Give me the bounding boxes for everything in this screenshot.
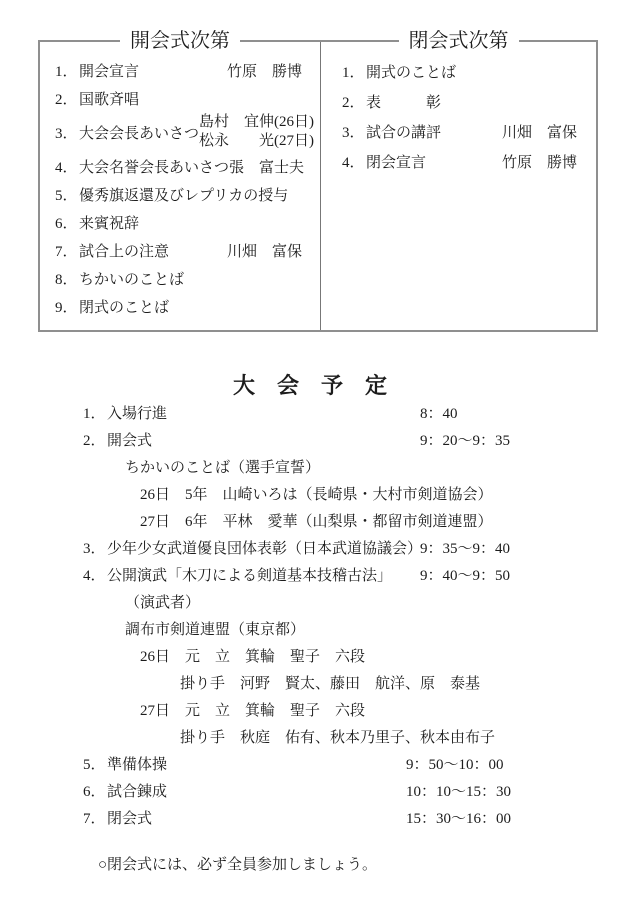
item-time: 9：40～9：50	[420, 568, 511, 584]
opening-ceremony-list	[55, 56, 315, 320]
item-number: 4．	[342, 154, 365, 171]
item-time: 9：35～9：40	[420, 541, 511, 557]
schedule-item-label	[83, 537, 423, 558]
item-number: 3．	[55, 125, 78, 142]
item-number: 7．	[55, 243, 78, 260]
item-label: 来賓祝辞	[79, 215, 140, 232]
program-item	[55, 264, 302, 292]
program-item	[342, 56, 577, 86]
schedule-item	[83, 561, 563, 588]
item-time: 10：10～15：30	[406, 784, 512, 800]
item-number: 1．	[342, 64, 365, 81]
schedule-item-label	[83, 753, 420, 774]
schedule-subitem: 調布市剣道連盟（東京都）	[125, 622, 306, 638]
program-item	[55, 208, 302, 236]
program-item	[342, 86, 577, 116]
program-item	[342, 116, 577, 146]
item-number: 6．	[83, 784, 106, 800]
program-item	[55, 180, 302, 208]
program-item	[55, 292, 302, 320]
program-item	[55, 152, 305, 180]
item-label: 表 彰	[366, 94, 442, 111]
item-number: 4．	[83, 568, 106, 584]
schedule-item	[83, 426, 563, 453]
item-number: 5．	[83, 757, 106, 773]
schedule-subitem: ちかいのことば（選手宣誓）	[125, 460, 321, 476]
item-number: 2．	[55, 91, 78, 108]
item-time: 15：30～16：00	[406, 811, 512, 827]
item-label: 大会名誉会長あいさつ	[79, 159, 230, 176]
item-number: 4．	[55, 159, 78, 176]
schedule-item-label	[83, 807, 420, 828]
item-label: 大会会長あいさつ	[79, 125, 200, 142]
schedule-subitem: 27日 元 立 箕輪 聖子 六段	[140, 703, 366, 719]
schedule-item-label	[83, 429, 420, 450]
closing-ceremony-title: 閉会式次第	[399, 28, 519, 54]
item-label: 閉会宣言	[366, 154, 427, 171]
item-label: 公開演武「木刀による剣道基本技稽古法」	[107, 568, 393, 584]
schedule-item	[83, 750, 563, 777]
item-name: 張 富士夫	[229, 159, 305, 176]
schedule-subitem: 26日 元 立 箕輪 聖子 六段	[140, 649, 366, 665]
item-number: 3．	[83, 541, 106, 557]
schedule-title: 大 会 予 定	[232, 373, 387, 398]
item-label: 開式のことば	[366, 64, 457, 81]
schedule-item	[83, 534, 563, 561]
item-label: 優秀旗返還及びレプリカの授与	[79, 187, 289, 204]
item-label: 開会式	[107, 433, 153, 449]
item-number: 7．	[83, 811, 106, 827]
participation-note: ○閉会式には、必ず全員参加しましょう。	[98, 857, 378, 873]
ceremony-programs-panel	[38, 30, 598, 332]
schedule-item	[83, 399, 563, 426]
program-item	[342, 146, 577, 176]
item-number: 2．	[83, 433, 106, 449]
item-name: 竹原 勝博	[501, 154, 577, 171]
schedule-item	[83, 804, 563, 831]
item-label: 閉式のことば	[79, 299, 170, 316]
item-number: 6．	[55, 215, 78, 232]
schedule-subitem: 掛り手 河野 賢太、藤田 航洋、原 泰基	[180, 676, 481, 692]
item-time: 8：40	[420, 406, 458, 422]
item-label: 試合の講評	[366, 124, 442, 141]
item-label: 閉会式	[107, 811, 153, 827]
item-name: 竹原 勝博	[226, 63, 302, 80]
schedule-subitem: 27日 6年 平林 愛華（山梨県・都留市剣道連盟）	[140, 514, 493, 530]
item-number: 9．	[55, 299, 78, 316]
item-names	[199, 113, 314, 151]
closing-ceremony-list	[342, 56, 577, 176]
item-label: 国歌斉唱	[79, 91, 140, 108]
program-item	[55, 56, 302, 84]
item-label: 開会宣言	[79, 63, 140, 80]
schedule-subitem: 掛り手 秋庭 佑有、秋本乃里子、秋本由布子	[180, 730, 496, 746]
opening-ceremony-title: 開会式次第	[120, 28, 240, 54]
item-number: 1．	[83, 406, 106, 422]
item-number: 8．	[55, 271, 78, 288]
program-item	[55, 112, 315, 152]
program-item	[55, 236, 302, 264]
closing-ceremony-section	[321, 30, 596, 330]
schedule-subitem: 26日 5年 山崎いろは（長崎県・大村市剣道協会）	[140, 487, 493, 503]
item-label: 準備体操	[107, 757, 168, 773]
schedule-item-label	[83, 564, 420, 585]
item-name: 島村 宜伸(26日)	[199, 114, 315, 130]
schedule-subitem: （演武者）	[125, 595, 201, 611]
schedule-item-label	[83, 780, 420, 801]
item-time: 9：20～9：35	[420, 433, 511, 449]
item-label: 試合上の注意	[79, 243, 170, 260]
item-label: 少年少女武道優良団体表彰（日本武道協議会）	[107, 541, 423, 557]
program-item	[55, 84, 302, 112]
item-number: 1．	[55, 63, 78, 80]
opening-ceremony-section	[40, 30, 321, 330]
item-name: 川畑 富保	[501, 124, 577, 141]
item-label: 試合錬成	[107, 784, 168, 800]
item-number: 5．	[55, 187, 78, 204]
schedule-item-label	[83, 402, 420, 423]
schedule-item	[83, 777, 563, 804]
item-label: 入場行進	[107, 406, 168, 422]
item-number: 2．	[342, 94, 365, 111]
item-number: 3．	[342, 124, 365, 141]
item-label: ちかいのことば	[79, 271, 185, 288]
item-name: 川畑 富保	[226, 243, 302, 260]
item-name: 松永 光(27日)	[199, 133, 315, 149]
event-schedule-section	[83, 399, 563, 831]
item-time: 9：50～10：00	[406, 757, 504, 773]
